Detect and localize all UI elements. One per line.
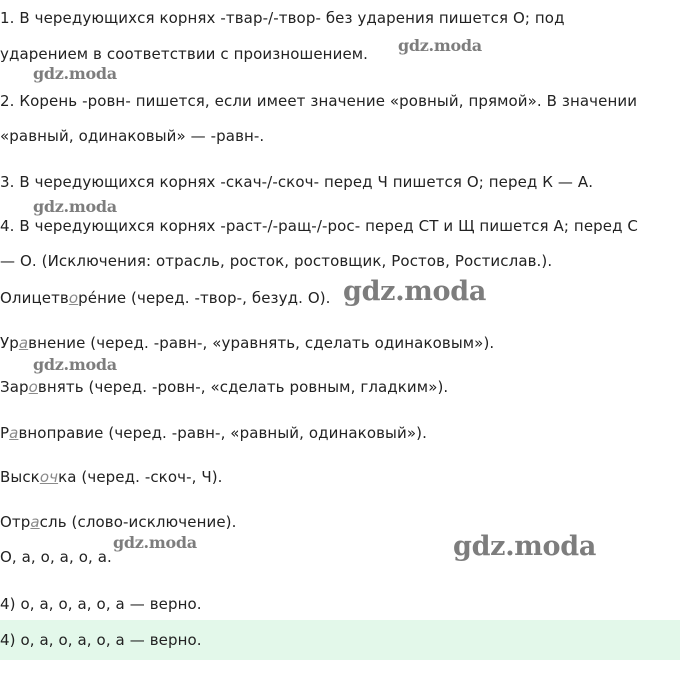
word-explanation: сль (слово-исключение). xyxy=(39,513,237,531)
word-explanation: внение (черед. -равн-, «уравнять, сделать одинаковым»). xyxy=(28,334,495,352)
word-analysis-2 xyxy=(0,333,494,353)
word-prefix: Р xyxy=(0,424,10,442)
rule-3: 3. В чередующихся корнях -скач-/-скоч- перед Ч пишется О; перед К — А. xyxy=(0,173,594,191)
watermark: gdz.moda xyxy=(33,197,117,216)
rule-4-line-2: — О. (Исключения: отрасль, росток, ростовщик, Ростов, Ростислав.). xyxy=(0,252,553,270)
word-analysis-1 xyxy=(0,288,331,308)
watermark: gdz.moda xyxy=(113,533,197,552)
spelling-letter: о xyxy=(68,289,79,307)
watermark: gdz.moda xyxy=(453,531,597,562)
watermark: gdz.moda xyxy=(398,36,482,55)
spelling-letter: а xyxy=(18,334,29,352)
word-explanation: вноправие (черед. -равн-, «равный, одинаковый»). xyxy=(18,424,427,442)
watermark: gdz.moda xyxy=(343,276,487,307)
word-prefix: Ур xyxy=(0,334,19,352)
answer-option: 4) о, а, о, а, о, а — верно. xyxy=(0,595,202,613)
spelling-letter: а xyxy=(9,424,19,442)
spelling-letter: оч xyxy=(39,468,59,486)
word-analysis-3 xyxy=(0,377,448,397)
final-answer: 4) о, а, о, а, о, а — верно. xyxy=(0,631,202,649)
word-prefix: Отр xyxy=(0,513,31,531)
spelling-letter: о xyxy=(28,378,38,396)
rule-4-line-1: 4. В чередующихся корнях -раст-/-ращ-/-рос- перед СТ и Щ пишется А; перед С xyxy=(0,217,639,235)
word-analysis-4 xyxy=(0,423,427,443)
word-explanation: внять (черед. -ровн-, «сделать ровным, гладким»). xyxy=(37,378,449,396)
word-analysis-6 xyxy=(0,512,236,532)
watermark: gdz.moda xyxy=(33,64,117,83)
word-prefix: Зар xyxy=(0,378,29,396)
rule-1-line-1: 1. В чередующихся корнях -твар-/-твор- без ударения пишется О; под xyxy=(0,9,565,27)
word-prefix: Олицетв xyxy=(0,289,69,307)
watermark: gdz.moda xyxy=(33,355,117,374)
letter-sequence: О, а, о, а, о, а. xyxy=(0,548,112,566)
word-prefix: Выск xyxy=(0,468,40,486)
rule-2-line-2: «равный, одинаковый» — -равн-. xyxy=(0,127,265,145)
word-analysis-5 xyxy=(0,467,223,487)
rule-2-line-1: 2. Корень -ровн- пишется, если имеет значение «ровный, прямой». В значении xyxy=(0,92,638,110)
rule-1-line-2: ударением в соответствии с произношением. xyxy=(0,45,369,63)
word-explanation: ре́ние (черед. -твор-, безуд. О). xyxy=(78,289,331,307)
word-explanation: ка (черед. -скоч-, Ч). xyxy=(58,468,223,486)
spelling-letter: а xyxy=(30,513,40,531)
